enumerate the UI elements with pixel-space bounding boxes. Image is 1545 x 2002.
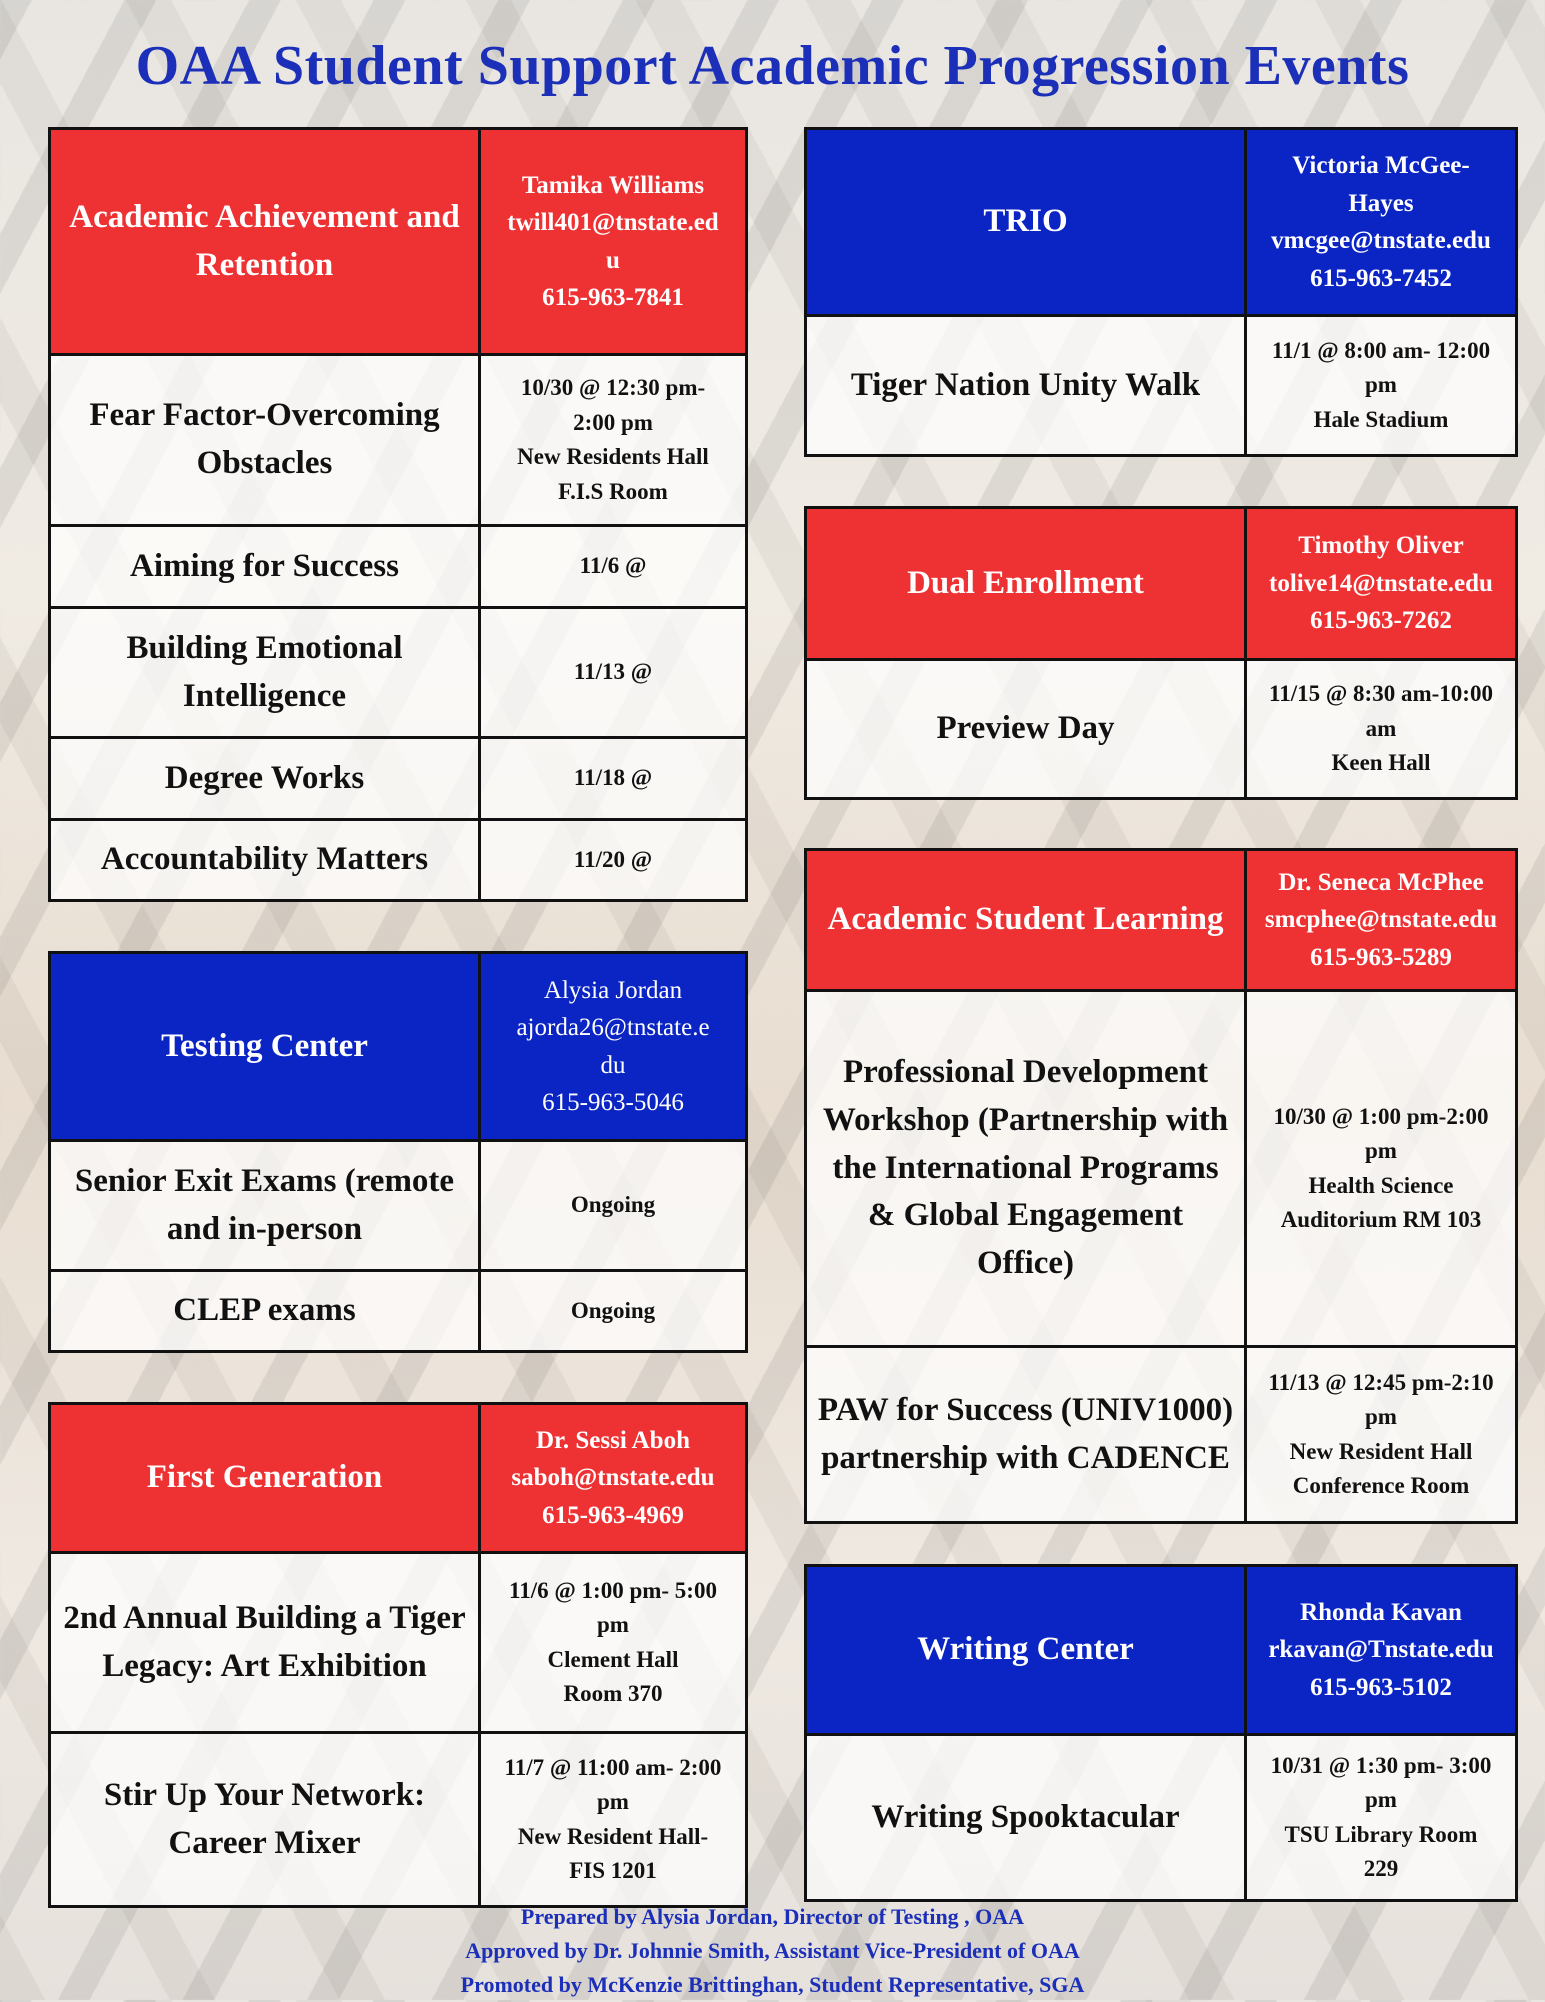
contact-email: ajorda26@tnstate.e: [516, 1014, 710, 1041]
contact-info: [480, 953, 747, 1141]
contact-name: Alysia Jordan: [543, 976, 683, 1004]
contact-name: Dr. Sessi Aboh: [536, 1426, 690, 1454]
event-info-line: pm: [1365, 1787, 1397, 1812]
event-info: Ongoing: [480, 1271, 747, 1352]
contact-phone: 615-963-7841: [542, 284, 684, 311]
event-name: Fear Factor-Overcoming Obstacles: [50, 355, 480, 526]
contact-name: Tamika Williams: [521, 171, 705, 199]
event-info: 11/18 @: [480, 738, 747, 820]
event-name: Aiming for Success: [50, 526, 480, 608]
event-info: 11/13 @: [480, 608, 747, 738]
event-info-line: New Resident Hall-: [517, 1823, 709, 1849]
contact-name: Rhonda Kavan: [1300, 1598, 1462, 1626]
event-info: [1246, 660, 1517, 799]
footer-credits: [0, 1900, 1545, 2002]
event-info: [1246, 1735, 1517, 1901]
dept-name: Testing Center: [50, 953, 480, 1141]
event-info: [1246, 316, 1517, 456]
event-info: [480, 1553, 747, 1733]
contact-email: smcphee@tnstate.edu: [1264, 906, 1498, 934]
event-info: [1246, 991, 1517, 1347]
dept-name: TRIO: [806, 129, 1246, 316]
event-info-line: Conference Room: [1292, 1473, 1470, 1498]
event-name: Tiger Nation Unity Walk: [806, 316, 1246, 456]
event-info-line: pm: [1365, 1138, 1397, 1163]
event-info-line: TSU Library Room: [1284, 1821, 1478, 1847]
dept-name: First Generation: [50, 1404, 480, 1553]
contact-info: [480, 129, 747, 355]
table-trio: [804, 127, 1518, 457]
contact-phone: 615-963-7262: [1310, 607, 1452, 635]
event-info-line: pm: [1365, 1404, 1397, 1429]
event-info-line: 2:00 pm: [573, 409, 653, 435]
event-info-line: am: [1365, 715, 1397, 741]
event-info-line: pm: [597, 1612, 629, 1637]
event-info: [480, 1733, 747, 1907]
dept-name: Academic Student Learning: [806, 850, 1246, 991]
page-title: OAA Student Support Academic Progression Events: [135, 35, 1410, 97]
contact-email-cont: du: [600, 1051, 626, 1079]
event-info-line: F.I.S Room: [558, 478, 668, 504]
contact-email: vmcgee@tnstate.edu: [1271, 227, 1491, 254]
event-name: Preview Day: [806, 660, 1246, 799]
contact-phone: 615-963-5102: [1310, 1673, 1452, 1701]
event-info: [1246, 1347, 1517, 1523]
contact-name: Victoria McGee-: [1292, 152, 1470, 179]
contact-phone: 615-963-5289: [1310, 943, 1452, 971]
event-info: [480, 355, 747, 526]
approved-by: Approved by Dr. Johnnie Smith, Assistant Vice-President of OAA: [465, 1938, 1080, 1963]
event-name: Senior Exit Exams (remote and in-person: [50, 1141, 480, 1271]
event-info-line: 229: [1363, 1856, 1399, 1881]
event-info-line: New Resident Hall: [1289, 1438, 1473, 1464]
contact-info: [1246, 508, 1517, 660]
event-name: PAW for Success (UNIV1000) partnership with CADENCE: [806, 1347, 1246, 1523]
event-info-line: 11/13 @ 12:45 pm-2:10: [1268, 1369, 1494, 1395]
event-info-line: Keen Hall: [1331, 750, 1431, 776]
contact-phone: 615-963-4969: [542, 1501, 684, 1529]
contact-phone: 615-963-7452: [1310, 264, 1452, 292]
event-info: 11/20 @: [480, 820, 747, 901]
event-info-line: 10/31 @ 1:30 pm- 3:00: [1270, 1752, 1492, 1778]
event-info-line: Room 370: [563, 1681, 663, 1706]
contact-phone: 615-963-5046: [542, 1089, 684, 1116]
event-info-line: 10/30 @ 1:00 pm-2:00: [1273, 1103, 1489, 1129]
event-info-line: New Residents Hall: [517, 444, 709, 469]
dept-name: Writing Center: [806, 1566, 1246, 1735]
contact-email: rkavan@Tnstate.edu: [1268, 1636, 1494, 1664]
event-name: CLEP exams: [50, 1271, 480, 1352]
prepared-by: Prepared by Alysia Jordan, Director of Testing , OAA: [520, 1904, 1025, 1929]
event-name: Stir Up Your Network: Career Mixer: [50, 1733, 480, 1907]
event-name: Accountability Matters: [50, 820, 480, 901]
event-info-line: FIS 1201: [569, 1858, 657, 1883]
contact-name: Timothy Oliver: [1298, 532, 1464, 560]
table-writing-center: [804, 1564, 1518, 1902]
table-academic-achievement: [48, 127, 748, 902]
contact-info: [1246, 850, 1517, 991]
event-name: 2nd Annual Building a Tiger Legacy: Art Exhibition: [50, 1553, 480, 1733]
contact-email: saboh@tnstate.edu: [511, 1464, 715, 1492]
contact-info: [1246, 1566, 1517, 1735]
table-academic-student-learning: [804, 848, 1518, 1524]
contact-email: twill401@tnstate.ed: [507, 209, 719, 236]
event-info-line: Health Science: [1308, 1172, 1454, 1198]
event-info-line: Hale Stadium: [1313, 406, 1449, 432]
dept-name: Dual Enrollment: [806, 508, 1246, 660]
event-info-line: Clement Hall: [547, 1646, 679, 1672]
event-info-line: 11/6 @ 1:00 pm- 5:00: [509, 1577, 717, 1603]
event-info-line: 11/15 @ 8:30 am-10:00: [1269, 681, 1493, 707]
event-info-line: 11/7 @ 11:00 am- 2:00: [504, 1754, 722, 1780]
event-info-line: 11/1 @ 8:00 am- 12:00: [1271, 337, 1491, 363]
table-testing-center: [48, 951, 748, 1353]
event-info: 11/6 @: [480, 526, 747, 608]
contact-email-cont: u: [606, 246, 620, 274]
event-info-line: pm: [1365, 372, 1397, 398]
event-info-line: pm: [597, 1789, 629, 1814]
contact-info: [1246, 129, 1517, 316]
contact-name-cont: Hayes: [1348, 189, 1414, 217]
promoted-by: Promoted by McKenzie Brittinghan, Student Representative, SGA: [460, 1972, 1085, 1997]
table-dual-enrollment: [804, 506, 1518, 800]
contact-email: tolive14@tnstate.edu: [1269, 569, 1493, 597]
event-name: Professional Development Workshop (Partnership with the International Programs & Global Engagement Office): [806, 991, 1246, 1347]
contact-name: Dr. Seneca McPhee: [1278, 868, 1484, 896]
table-first-generation: [48, 1402, 748, 1908]
event-info-line: 10/30 @ 12:30 pm-: [520, 375, 706, 400]
event-info-line: Auditorium RM 103: [1280, 1207, 1482, 1232]
event-name: Degree Works: [50, 738, 480, 820]
dept-name: Academic Achievement and Retention: [50, 129, 480, 355]
event-name: Building Emotional Intelligence: [50, 608, 480, 738]
event-name: Writing Spooktacular: [806, 1735, 1246, 1901]
contact-info: [480, 1404, 747, 1553]
event-info: Ongoing: [480, 1141, 747, 1271]
